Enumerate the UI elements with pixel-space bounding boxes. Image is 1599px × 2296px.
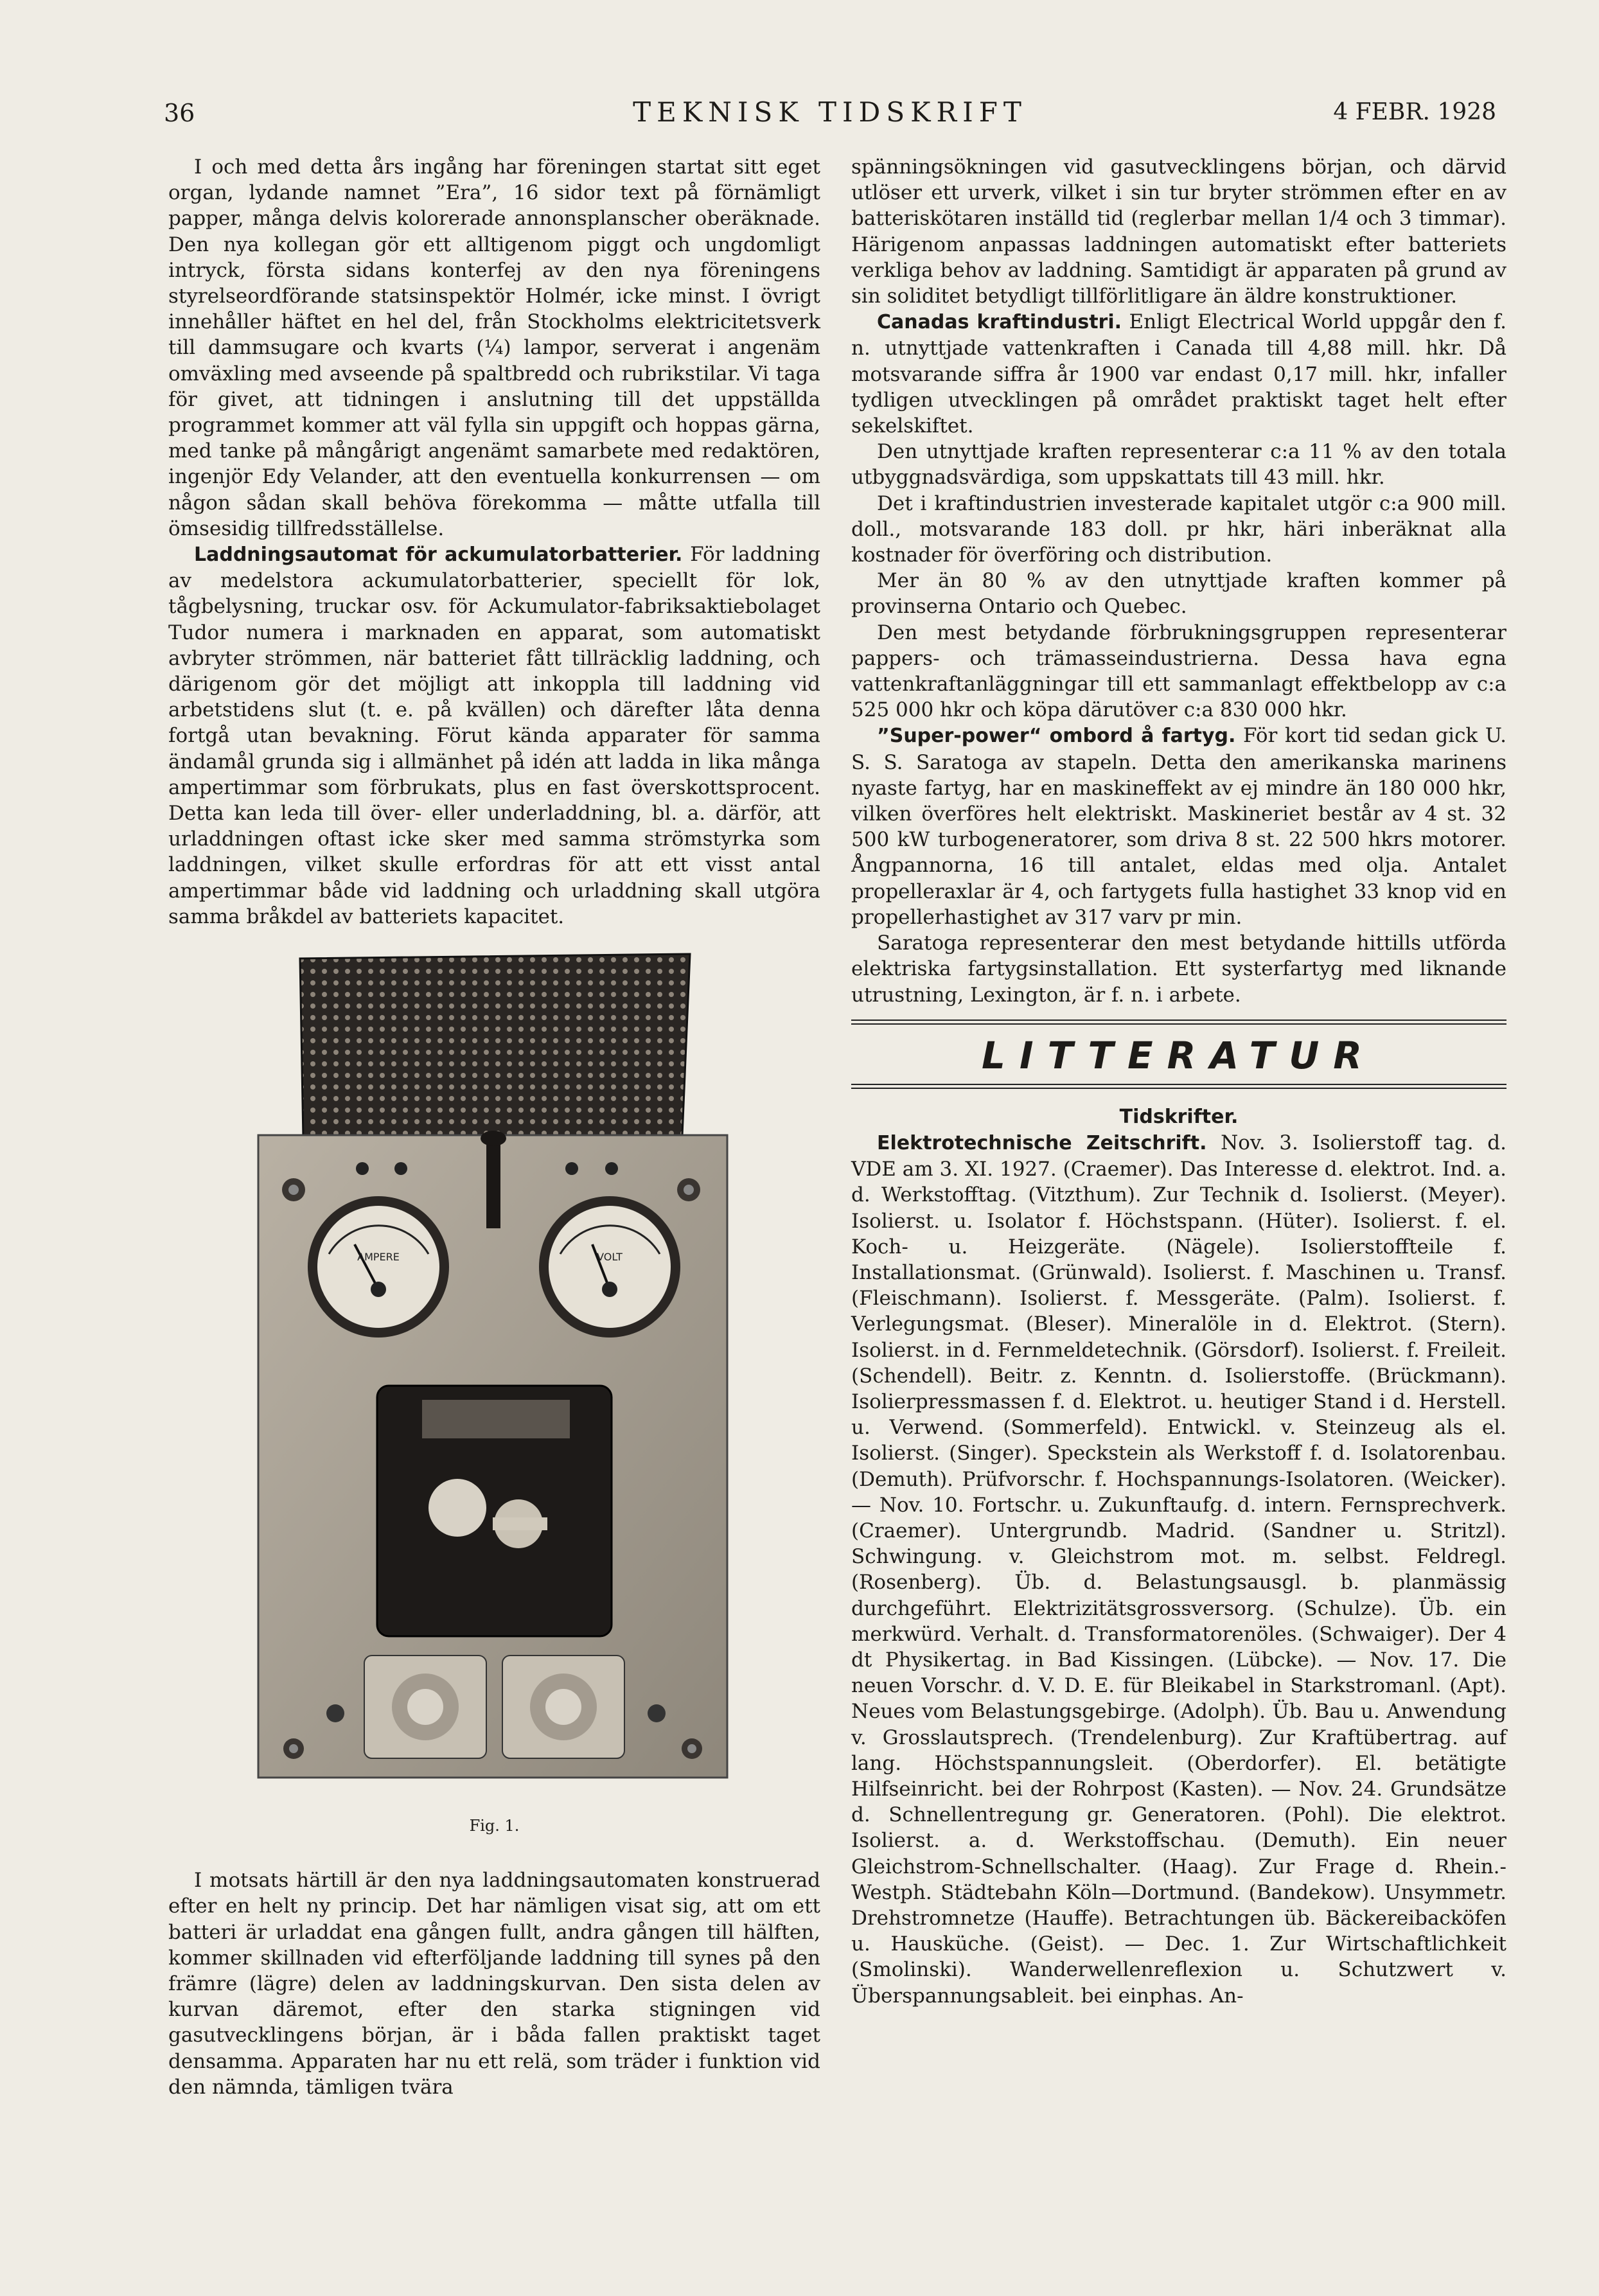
canada-body-1: Enligt Electrical World uppgår den f. n. utnyttjade vattenkraften i Canada till 4,88 mill. hkr. Då motsvarande siffra år 1900 var endast 0,17 mill. hkr, infaller tydligen utvecklingen på området praktiskt taget helt efter sekelskiftet. bbox=[851, 310, 1506, 438]
ammeter-label: AMPERE bbox=[357, 1251, 400, 1264]
canada-heading: Canadas kraftindustri. bbox=[877, 311, 1122, 334]
super-power-paragraph bbox=[851, 723, 1506, 930]
section-rule bbox=[851, 1020, 1506, 1025]
tidskrifter-subtitle: Tidskrifter. bbox=[1119, 1105, 1239, 1128]
laddningsautomat-paragraph bbox=[168, 542, 820, 930]
page-header bbox=[164, 96, 1496, 135]
continuation-paragraph: spänningsökningen vid gasutvecklingens början, och därvid utlöser ett urverk, vilket i sin tur bryter strömmen efter en av batteriskötaren inställd tid (reglerbar mellan 1/4 och 3 timmar). Härigenom anpassas laddningen automatiskt efter batteriets verkliga behov av laddning. Samtidigt är apparaten på grund av sin soliditet betydligt tillförlitligare än äldre konstruktioner. bbox=[851, 155, 1506, 308]
super-power-body: För kort tid sedan gick U. S. S. Saratoga av stapeln. Detta den amerikanska marinens nyaste fartyg, har en maskineffekt av ej mindre än 180 000 hkr, vilken överföres helt elektriskt. Maskineriet består av 4 st. 32 500 kW turbogeneratorer, som driva 8 st. 22 500 hkrs motorer. Ångpannorna, 16 till antalet, eldas med olja. Antalet propelleraxlar är 4, och fartygets fulla hastighet 33 knop vid en propellerhastighet av 317 varv pr min. bbox=[851, 724, 1506, 929]
figure-caption: Fig. 1. bbox=[469, 1817, 520, 1835]
new-principle-paragraph: I motsats härtill är den nya laddningsautomaten konstruerad efter en helt ny princip. Det har nämligen visat sig, att om ett batteri är urladdat ena gången fullt, andra gången till hälften, kommer skillnaden vid efterföljande laddning till synes på den främre (lägre) delen av laddningskurvan. Den sista delen av kurvan däremot, efter den starka stigningen vid gasutvecklingens början, är i båda fallen praktiskt taget densamma. Apparaten har nu ett relä, som träder i funktion vid den nämnda, tämligen tvära bbox=[168, 1869, 820, 2099]
figure-charging-automat bbox=[168, 942, 820, 1868]
canada-paragraph bbox=[851, 309, 1506, 439]
laddningsautomat-heading: Laddningsautomat för ackumulatorbatterier. bbox=[194, 543, 683, 567]
page-number: 36 bbox=[164, 99, 195, 127]
litteratur-title: LITTERATUR bbox=[982, 1033, 1376, 1077]
canada-paragraph-5: Den mest betydande förbrukningsgruppen representerar pappers- och trämasseindustrierna. Dessa hava egna vattenkraftanläggningar till ett sammanlagt effektbelopp av c:a 525 000 hkr och köpa därutöver c:a 830 000 hkr. bbox=[851, 621, 1506, 722]
charging-automat-photo bbox=[168, 942, 820, 1803]
literature-entry-body: Nov. 3. Isolierstoff tag. d. VDE am 3. XI. 1927. (Craemer). Das Interesse d. elektrot. Ind. a. d. Werkstofftag. (Vitzthum). Zur Technik d. Isolierst. (Meyer). Isolierst. u. Isolator f. Höchstspann. (Hüter). Isolierst. f. el. Koch- u. Heizgeräte. (Nägele). Isolierstoffteile f. Installationsmat. (Grünwald). Isolierst. f. Maschinen u. Transf. (Fleischmann). Isolierst. f. Messgeräte. (Palm). Isolierst. f. Verlegungsmat. (Bleser). Mineralöle in d. Elektrot. (Stern). Isolierst. in d. Fernmeldetechnik. (Görsdorf). Isolierst. f. Freileit. (Schendell). Beitr. z. Kenntn. d. Isolierstoffe. (Brückmann). Isolierpressmassen f. d. Elektrot. u. heutiger Stand i d. Herstell. u. Verwend. (Sommerfeld). Entwickl. v. Steinzeug als el. Isolierst. (Singer). Speckstein als Werkstoff f. d. Isolatorenbau. (Demuth). Prüfvorschr. f. Hochspannungs-Isolatoren. (Weicker). — Nov. 10. Fortschr. u. Zukunftaufg. d. intern. Fernsprechverk. (Craemer). Untergrundb. Madrid. (Sandner u. Stritzl). Schwingung. v. Gleichstrom mot. m. selbst. Feldregl. (Rosenberg). Üb. d. Belastungsausgl. b. planmässig durchgeführt. Elektrizitätsgrossversorg. (Schulze). Üb. ein merkwürd. Verhalt. d. Transformatorenöles. (Schwaiger). Der 4 dt Physikertag. in Bad Kissingen. (Lübcke). — Nov. 17. Die neuen Vorschr. d. V. D. E. für Bleikabel in Starkstromanl. (Apt). Neues vom Belastungsgebirge. (Adolph). Üb. Bau u. Anwendung v. Grosslautsprech. (Trendelenburg). Zur Kraftübertrag. auf lang. Höchstspannungsleit. (Oberdorfer). El. betätigte Hilfseinricht. bei der Rohrpost (Kasten). — Nov. 24. Grundsätze d. Schnellentregung gr. Generatoren. (Pohl). Die elektrot. Isolierst. a. d. Werkstoffschau. (Demuth). Ein neuer Gleichstrom-Schnellschalter. (Haag). Zur Frage d. Rhein.-Westph. Städtebahn Köln—Dortmund. (Bandekow). Unsymmetr. Drehstromnetze (Hauffe). Betrachtungen üb. Bäckereibacköfen u. Hausküche. (Geist). — Dec. 1. Zur Wirtschaftlichkeit (Smolinski). Wanderwellenreflexion u. Schutzwert v. Überspannungsableit. bei einphas. An- bbox=[851, 1131, 1506, 2008]
literature-entry bbox=[851, 1130, 1506, 2009]
issue-date: 4 FEBR. 1928 bbox=[1333, 99, 1496, 125]
super-power-heading: ”Super-power“ ombord å fartyg. bbox=[877, 725, 1236, 748]
voltmeter-label: VOLT bbox=[597, 1251, 623, 1264]
left-column bbox=[168, 154, 820, 2100]
laddningsautomat-body: För laddning av medelstora ackumulatorbatterier, speciellt för lok, tågbelysning, truckar osv. för Ackumulator-fabriksaktiebolaget Tudor numera i marknaden en apparat, som automatiskt avbryter strömmen, när batteriet fått tillräcklig laddning, och därigenom gör det möjligt att inkoppla till laddning vid arbetstidens slut (t. e. på kvällen) och därefter låta denna fortgå utan bevakning. Förut kända apparater för samma ändamål grunda sig i allmänhet på idén att ladda in lika många ampertimmar som förbrukats, plus en fast överskottsprocent. Detta kan leda till över- eller underladdning, bl. a. därför, att urladdningen oftast icke sker med samma strömstyrka som laddningen, vilket skulle erfordras för att ett visst antal ampertimmar både vid laddning och urladdning skall utgöra samma bråkdel av batteriets kapacitet. bbox=[168, 543, 820, 928]
era-paragraph: I och med detta års ingång har föreningen startat sitt eget organ, lydande namnet ”Era”, 16 sidor text på förnämligt papper, många delvis kolorerade annonsplanscher oberäknade. Den nya kollegan gör ett alltigenom piggt och ungdomligt intryck, första sidans konterfej av den nya föreningens styrelseordförande statsinspektör Holmér, icke minst. I övrigt innehåller häftet en hel del, från Stockholms elektricitetsverk till dammsugare och kvarts (¼) lampor, serverat i angenäm omväxling med avseende på spaltbredd och rubrikstilar. Vi taga för givet, att tidningen i anslutning till det uppställda programmet kommer att väl fylla sin uppgift och hoppas gärna, med tanke på mångårigt angenämt samarbete med redaktören, ingenjör Edy Velander, att den eventuella konkurrensen — om någon sådan skall behöva förekomma — måtte utfalla till ömsesidig tillfredsställelse. bbox=[168, 155, 820, 540]
literature-journal-heading: Elektrotechnische Zeitschrift. bbox=[877, 1131, 1207, 1154]
right-column bbox=[851, 154, 1506, 2009]
canada-paragraph-4: Mer än 80 % av den utnyttjade kraften kommer på provinserna Ontario och Quebec. bbox=[851, 569, 1506, 619]
journal-title: TEKNISK TIDSKRIFT bbox=[633, 96, 1027, 128]
section-rule-bottom bbox=[851, 1084, 1506, 1089]
canada-paragraph-2: Den utnyttjade kraften representerar c:a 11 % av den totala utbyggnadsvärdiga, som uppskattats till 43 mill. hkr. bbox=[851, 440, 1506, 490]
literature-list bbox=[851, 1130, 1506, 2009]
saratoga-paragraph: Saratoga representerar den mest betydande hittills utförda elektriska fartygsinstallation. Ett systerfartyg med liknande utrustning, Lexington, är f. n. i arbete. bbox=[851, 932, 1506, 1007]
canada-paragraph-3: Det i kraftindustrien investerade kapitalet utgör c:a 900 mill. doll., motsvarande 183 doll. pr hkr, häri inberäknat alla kostnader för överföring och distribution. bbox=[851, 491, 1506, 567]
